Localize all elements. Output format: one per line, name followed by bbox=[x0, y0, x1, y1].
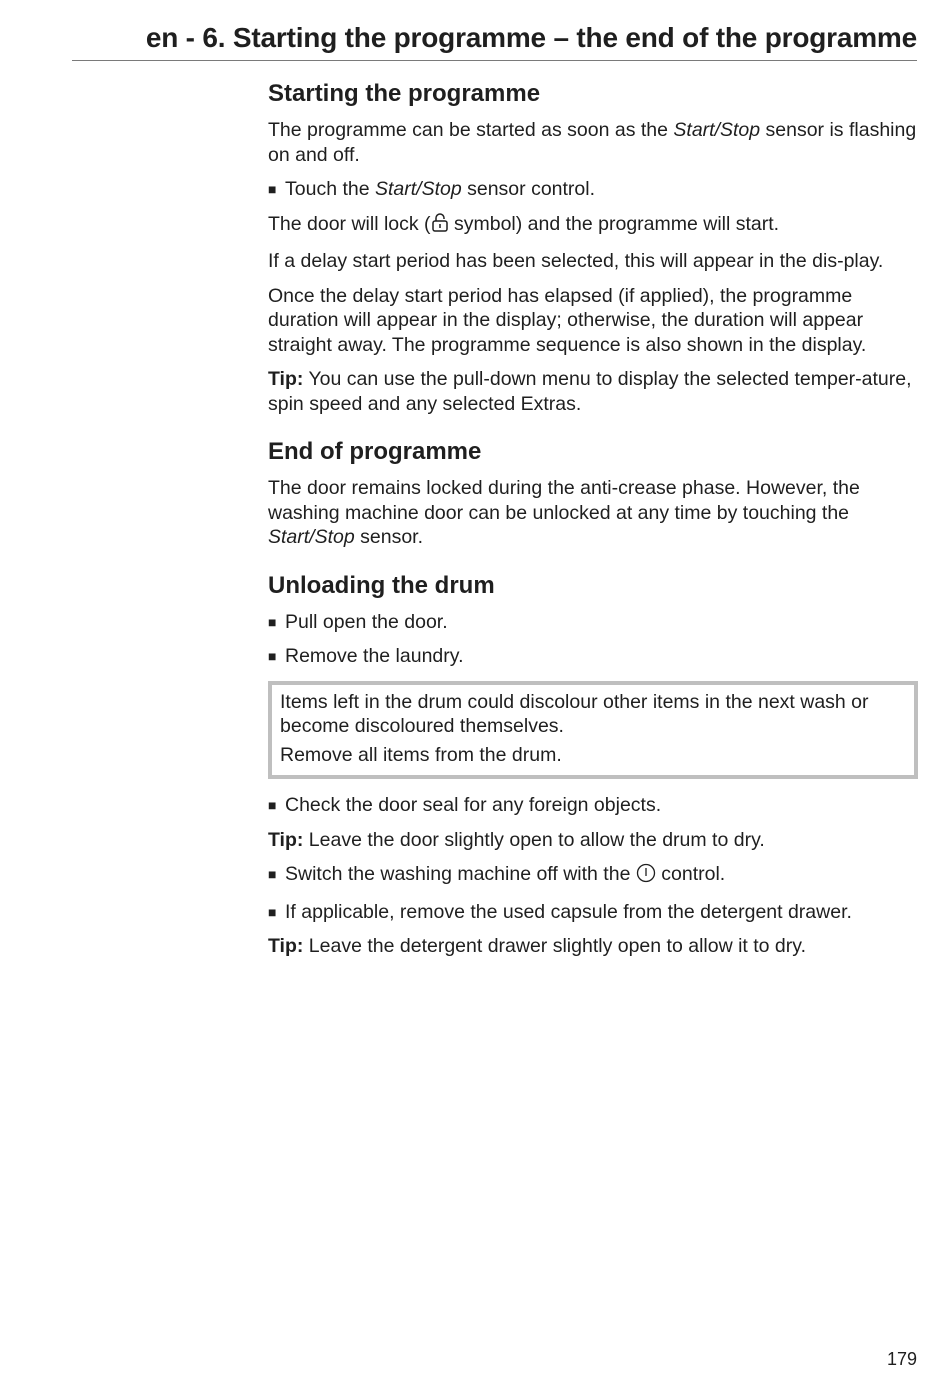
start-paragraph-3: If a delay start period has been selected, this will appear in the dis-play. bbox=[268, 250, 884, 272]
start-tip: Tip: You can use the pull-down menu to display the selected temper-ature, spin speed and any selected Extras. bbox=[268, 368, 912, 415]
warning-box bbox=[268, 681, 918, 780]
start-paragraph-4: Once the delay start period has elapsed (if applied), the programme duration will appear in the display; otherwise, the duration will appear straight away. The programme sequence is also shown in the display. bbox=[268, 284, 867, 356]
list-item-remove-laundry: ■ Remove the laundry. bbox=[268, 645, 464, 667]
unload-tip-2: Tip: Leave the detergent drawer slightly open to allow it to dry. bbox=[268, 935, 806, 957]
list-item-check-seal: ■ Check the door seal for any foreign objects. bbox=[268, 794, 662, 816]
list-item-remove-capsule: ■ If applicable, remove the used capsule from the detergent drawer. bbox=[268, 900, 852, 923]
unload-tip-1: Tip: Leave the door slightly open to allow the drum to dry. bbox=[268, 828, 765, 851]
section-heading-unloading: Unloading the drum bbox=[268, 571, 495, 599]
warning-instruction: Remove all items from the drum. bbox=[280, 743, 562, 766]
list-item-switch-off: ■ Switch the washing machine off with the control. bbox=[268, 862, 918, 890]
start-paragraph-2: The door will lock ( symbol) and the programme will start. bbox=[268, 212, 918, 240]
bullet-square: ■ bbox=[268, 866, 277, 882]
bullet-square: ■ bbox=[268, 903, 277, 920]
bullet-square: ■ bbox=[268, 613, 277, 630]
power-icon bbox=[636, 863, 656, 890]
start-paragraph-1: The programme can be started as soon as the Start/Stop sensor is flashing on and off. bbox=[268, 119, 917, 166]
bullet-square: ■ bbox=[268, 181, 277, 197]
header-divider bbox=[72, 60, 917, 61]
page-title: en - 6. Starting the programme – the end of the programme bbox=[145, 22, 917, 53]
bullet-square: ■ bbox=[268, 648, 277, 664]
lock-icon bbox=[431, 212, 449, 240]
page-number: 179 bbox=[886, 1349, 917, 1369]
main-content bbox=[268, 78, 918, 969]
end-paragraph-1: The door remains locked during the anti-crease phase. However, the washing machine door can be unlocked at any time by touching the Start/Stop sensor. bbox=[268, 477, 860, 548]
warning-text: Items left in the drum could discolour other items in the next wash or become discoloured themselves. bbox=[280, 690, 869, 737]
bullet-square: ■ bbox=[268, 797, 277, 813]
list-item-pull-door: ■ Pull open the door. bbox=[268, 610, 448, 633]
section-heading-starting: Starting the programme bbox=[268, 80, 541, 107]
section-heading-end: End of programme bbox=[268, 438, 482, 465]
list-item-touch-start: ■ Touch the Start/Stop sensor control. bbox=[268, 178, 596, 200]
